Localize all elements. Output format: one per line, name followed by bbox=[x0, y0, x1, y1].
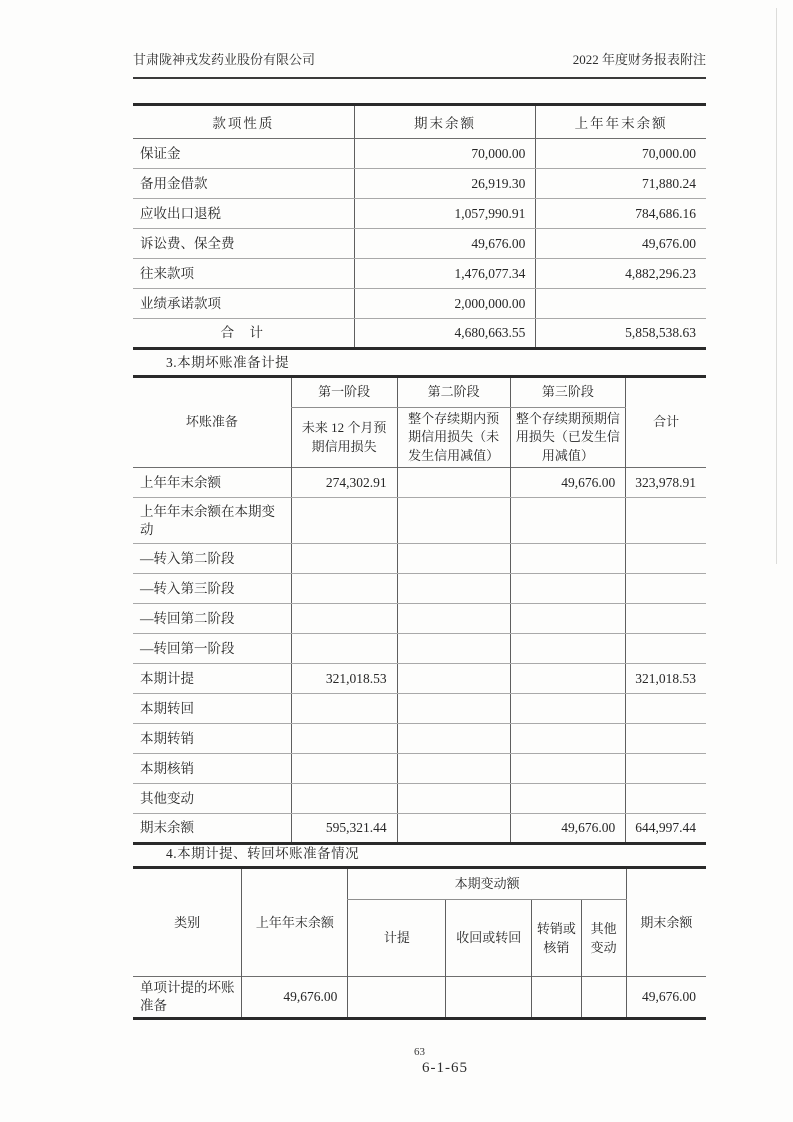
row-label: 本期计提 bbox=[133, 664, 291, 694]
cell-value: 5,858,538.63 bbox=[536, 319, 706, 349]
cell-value bbox=[510, 724, 626, 754]
row-label: 保证金 bbox=[133, 139, 354, 169]
other-receivables-table bbox=[133, 103, 706, 350]
table-row bbox=[133, 259, 706, 289]
column-header: 第一阶段 bbox=[291, 377, 397, 408]
cell-value bbox=[626, 634, 706, 664]
cell-value bbox=[510, 664, 626, 694]
cell-value bbox=[397, 754, 510, 784]
column-header: 第二阶段 bbox=[397, 377, 510, 408]
row-label: 业绩承诺款项 bbox=[133, 289, 354, 319]
cell-value bbox=[291, 754, 397, 784]
page-label: 6-1-65 bbox=[422, 1060, 468, 1076]
cell-value bbox=[510, 754, 626, 784]
table-row bbox=[133, 289, 706, 319]
cell-value: 4,882,296.23 bbox=[536, 259, 706, 289]
cell-value bbox=[397, 468, 510, 498]
row-label: 上年年末余额在本期变动 bbox=[133, 498, 291, 544]
table-row bbox=[133, 664, 706, 694]
provision-change-table bbox=[133, 866, 706, 1020]
cell-value: 26,919.30 bbox=[354, 169, 536, 199]
table-row bbox=[133, 724, 706, 754]
table-row bbox=[133, 754, 706, 784]
row-label: 本期核销 bbox=[133, 754, 291, 784]
table-header-row bbox=[133, 105, 706, 139]
cell-value bbox=[581, 977, 626, 1019]
company-name: 甘肃陇神戎发药业股份有限公司 bbox=[133, 52, 316, 67]
cell-value bbox=[397, 664, 510, 694]
cell-value: 1,476,077.34 bbox=[354, 259, 536, 289]
column-subheader: 未来 12 个月预期信用损失 bbox=[291, 408, 397, 468]
table-total-row bbox=[133, 319, 706, 349]
table-row bbox=[133, 604, 706, 634]
table-row bbox=[133, 199, 706, 229]
cell-value bbox=[510, 784, 626, 814]
row-label: 本期转销 bbox=[133, 724, 291, 754]
cell-value bbox=[510, 634, 626, 664]
cell-value: 784,686.16 bbox=[536, 199, 706, 229]
cell-value bbox=[291, 498, 397, 544]
cell-value bbox=[510, 498, 626, 544]
column-header: 第三阶段 bbox=[510, 377, 626, 408]
column-header: 类别 bbox=[174, 914, 201, 930]
scan-artifact-line bbox=[776, 8, 777, 564]
cell-value: 70,000.00 bbox=[354, 139, 536, 169]
row-label: 期末余额 bbox=[140, 820, 194, 836]
document-title: 2022 年度财务报表附注 bbox=[572, 52, 706, 67]
row-label: 其他变动 bbox=[133, 784, 291, 814]
cell-value: 323,978.91 bbox=[626, 468, 706, 498]
column-header: 上年年末余额 bbox=[242, 868, 348, 977]
cell-value: 49,676.00 bbox=[510, 814, 626, 844]
cell-value bbox=[446, 977, 532, 1019]
column-header: 坏账准备 bbox=[185, 414, 238, 430]
column-group-header: 本期变动额 bbox=[348, 868, 626, 900]
cell-value bbox=[291, 544, 397, 574]
table-row bbox=[133, 694, 706, 724]
cell-value: 49,676.00 bbox=[354, 229, 536, 259]
row-label: 本期转回 bbox=[133, 694, 291, 724]
column-header: 合计 bbox=[626, 377, 706, 468]
section-heading-3: 3.本期坏账准备计提 bbox=[166, 355, 290, 370]
cell-value: 49,676.00 bbox=[626, 977, 706, 1019]
cell-value bbox=[626, 544, 706, 574]
cell-value: 595,321.44 bbox=[291, 814, 397, 844]
cell-value: 70,000.00 bbox=[536, 139, 706, 169]
table-row bbox=[133, 544, 706, 574]
cell-value bbox=[536, 289, 706, 319]
table-row bbox=[133, 634, 706, 664]
cell-value: 274,302.91 bbox=[291, 468, 397, 498]
cell-value: 49,676.00 bbox=[242, 977, 348, 1019]
table-row bbox=[133, 468, 706, 498]
cell-value bbox=[291, 634, 397, 664]
cell-value bbox=[510, 694, 626, 724]
column-subheader: 其他变动 bbox=[581, 900, 626, 977]
table-row bbox=[133, 977, 706, 1019]
cell-value: 49,676.00 bbox=[510, 468, 626, 498]
cell-value bbox=[510, 604, 626, 634]
row-label: 单项计提的坏账准备 bbox=[133, 977, 242, 1019]
row-label: 上年年末余额 bbox=[133, 468, 291, 498]
row-label: —转入第三阶段 bbox=[133, 574, 291, 604]
column-subheader: 转销或核销 bbox=[532, 900, 581, 977]
cell-value bbox=[397, 574, 510, 604]
column-header: 款项性质 bbox=[133, 105, 354, 139]
column-subheader: 收回或转回 bbox=[446, 900, 532, 977]
cell-value bbox=[291, 694, 397, 724]
table-row bbox=[133, 784, 706, 814]
row-label: 诉讼费、保全费 bbox=[133, 229, 354, 259]
page-header bbox=[133, 50, 706, 79]
column-header: 期末余额 bbox=[626, 868, 706, 977]
cell-value: 4,680,663.55 bbox=[354, 319, 536, 349]
cell-value bbox=[397, 604, 510, 634]
cell-value bbox=[397, 694, 510, 724]
cell-value bbox=[626, 604, 706, 634]
cell-value: 644,997.44 bbox=[626, 814, 706, 844]
table-row bbox=[133, 814, 706, 844]
cell-value bbox=[510, 544, 626, 574]
cell-value: 1,057,990.91 bbox=[354, 199, 536, 229]
cell-value bbox=[397, 814, 510, 844]
cell-value bbox=[626, 694, 706, 724]
bad-debt-stages-table bbox=[133, 375, 706, 845]
cell-value bbox=[397, 498, 510, 544]
cell-value bbox=[291, 724, 397, 754]
table-header-row bbox=[133, 377, 706, 408]
column-subheader: 计提 bbox=[348, 900, 446, 977]
cell-value: 49,676.00 bbox=[536, 229, 706, 259]
column-header: 上年年末余额 bbox=[536, 105, 706, 139]
table-row bbox=[133, 574, 706, 604]
cell-value bbox=[532, 977, 581, 1019]
cell-value bbox=[397, 724, 510, 754]
row-label: 备用金借款 bbox=[133, 169, 354, 199]
cell-value bbox=[626, 574, 706, 604]
cell-value: 321,018.53 bbox=[291, 664, 397, 694]
table-row bbox=[133, 498, 706, 544]
cell-value: 2,000,000.00 bbox=[354, 289, 536, 319]
cell-value: 321,018.53 bbox=[626, 664, 706, 694]
row-label: 应收出口退税 bbox=[133, 199, 354, 229]
row-label: —转回第二阶段 bbox=[133, 604, 291, 634]
section-heading-4: 4.本期计提、转回坏账准备情况 bbox=[166, 846, 360, 861]
column-subheader: 整个存续期预期信用损失（已发生信用减值） bbox=[510, 408, 626, 468]
cell-value bbox=[291, 784, 397, 814]
column-header: 期末余额 bbox=[354, 105, 536, 139]
table-header-row bbox=[133, 868, 706, 900]
row-label: —转回第一阶段 bbox=[133, 634, 291, 664]
cell-value bbox=[397, 634, 510, 664]
table-row bbox=[133, 229, 706, 259]
row-label: —转入第二阶段 bbox=[133, 544, 291, 574]
table-row bbox=[133, 139, 706, 169]
page-number: 63 bbox=[414, 1046, 425, 1058]
cell-value bbox=[626, 498, 706, 544]
cell-value bbox=[626, 724, 706, 754]
cell-value bbox=[397, 544, 510, 574]
cell-value bbox=[348, 977, 446, 1019]
cell-value bbox=[291, 604, 397, 634]
cell-value: 71,880.24 bbox=[536, 169, 706, 199]
cell-value bbox=[626, 754, 706, 784]
cell-value bbox=[626, 784, 706, 814]
row-label: 合 计 bbox=[220, 325, 270, 341]
cell-value bbox=[291, 574, 397, 604]
table-row bbox=[133, 169, 706, 199]
column-subheader: 整个存续期内预期信用损失（未发生信用减值） bbox=[397, 408, 510, 468]
row-label: 往来款项 bbox=[133, 259, 354, 289]
cell-value bbox=[510, 574, 626, 604]
cell-value bbox=[397, 784, 510, 814]
